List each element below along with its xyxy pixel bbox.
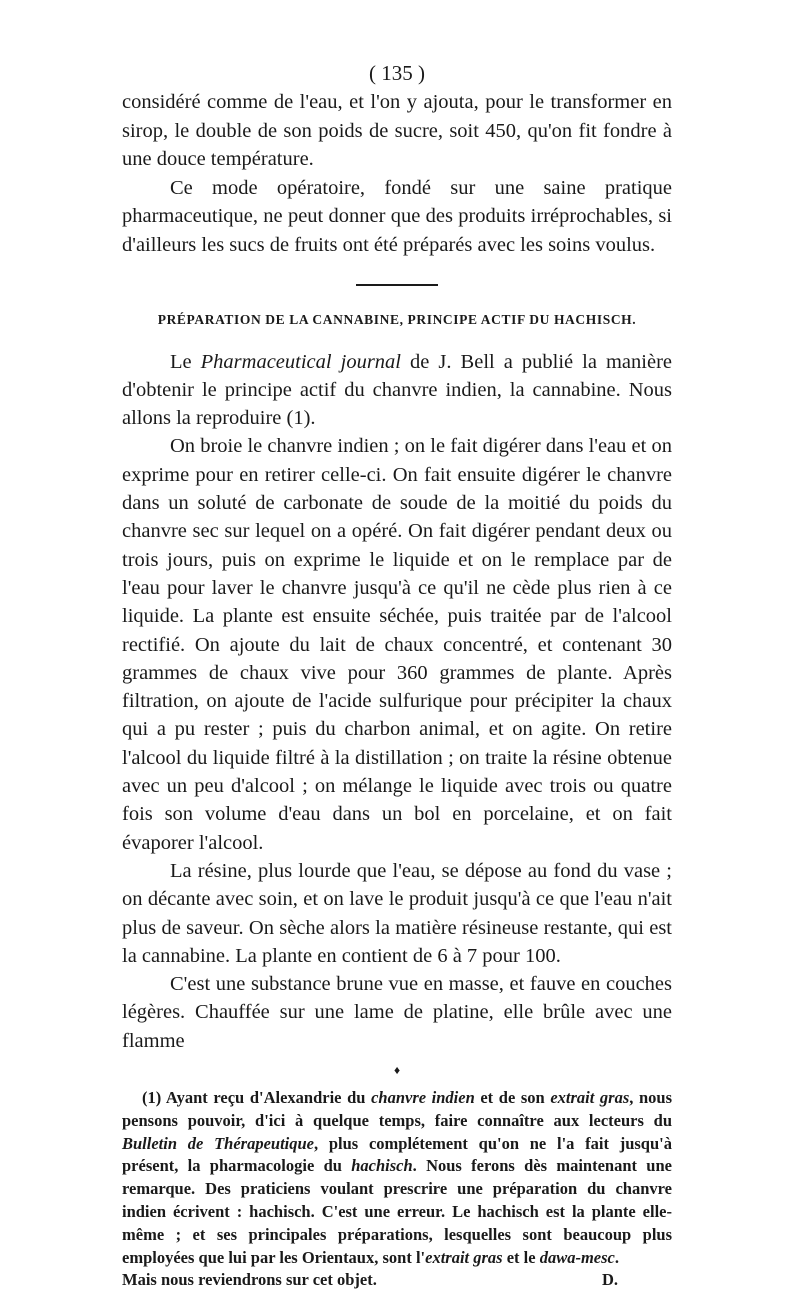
footnote-segment: (1) Ayant reçu d'Alexandrie du	[142, 1087, 372, 1107]
footnote-italic: hachisch	[351, 1156, 413, 1176]
section-paragraph-2: On broie le chanvre indien ; on le fait digérer dans l'eau et on exprime pour en retirer celle-ci. On fait ensuite digérer le chanvre dans un soluté de carbonate de soude de la moitié du poids du chanvre sec sur lequel on a opéré. On fait digérer pendant deux ou trois jours, puis on exprime le liquide et on le remplace par de l'eau pour laver le chanvre jusqu'à ce qu'il ne cède plus rien à ce liquide. La plante est ensuite séchée, puis traitée par de l'alcool rectifié. On ajoute du lait de chaux concentré, et contenant 30 grammes de chaux vive pour 360 grammes de plante. Après filtration, on ajoute de l'acide sulfurique pour précipiter la chaux qui a pu rester ; puis du charbon animal, et on agite. On retire l'alcool du liquide filtré à la distillation ; on traite la résine obtenue avec un peu d'alcool ; on mélange le liquide avec trois ou quatre fois son volume d'eau dans un bol en porcelaine, et on fait évaporer l'alcool.	[122, 435, 672, 854]
document-page	[122, 0, 672, 1292]
footnote-separator-mark: ♦	[393, 1062, 401, 1077]
section-divider	[356, 284, 438, 286]
footnote-closing: Mais nous reviendrons sur cet objet.	[122, 1270, 377, 1290]
page-number: ( 135 )	[369, 61, 425, 85]
footnote-text	[122, 1088, 672, 1267]
section-title: PRÉPARATION DE LA CANNABINE, PRINCIPE ACTIF DU HACHISCH.	[157, 311, 637, 327]
footnote-segment: , nous pensons pouvoir, d'ici à quelque temps, faire connaître aux lecteurs du	[122, 1087, 672, 1130]
paragraph-text: Le	[170, 350, 201, 373]
footnote-italic: Bulletin de Thérapeutique	[122, 1133, 314, 1153]
footnote-segment: .	[614, 1247, 619, 1267]
footnote-signature-line	[122, 1269, 672, 1292]
footnote-segment: , plus complétement qu'on ne l'a fait jusqu'à présent, la pharmacologie du	[122, 1133, 672, 1176]
footnote-italic: dawa-mesc	[539, 1247, 615, 1267]
section-paragraph-4: C'est une substance brune vue en masse, et fauve en couches légères. Chauffée sur une lame de platine, elle brûle avec une flamme	[122, 973, 672, 1052]
footnote-italic: extrait gras	[550, 1087, 630, 1107]
footnote	[122, 1087, 672, 1292]
footnote-segment: et de son	[474, 1087, 551, 1107]
intro-paragraph-1: considéré comme de l'eau, et l'on y ajouta, pour le transformer en sirop, le double de son poids de sucre, soit 450, qu'on fit fondre à une douce température.	[122, 91, 672, 171]
section-body	[122, 348, 672, 1055]
footnote-signature: D.	[601, 1270, 618, 1290]
journal-title: Pharmaceutical journal	[200, 350, 401, 373]
footnote-segment: . Nous ferons dès maintenant une remarque. Des praticiens voulant prescrire une préparation du chanvre indien écrivent : hachisch. C'est une erreur. Le hachisch est la plante elle-même ; et ses principales préparations, lesquelles sont beaucoup plus employées que lui par les Orientaux, sont l'	[122, 1156, 672, 1267]
intro-text	[122, 88, 672, 260]
footnote-italic: chanvre indien	[371, 1087, 475, 1107]
section-paragraph-3: La résine, plus lourde que l'eau, se dépose au fond du vase ; on décante avec soin, et on lave le produit jusqu'à ce que l'eau n'ait plus de saveur. On sèche alors la matière résineuse restante, qui est la cannabine. La plante en contient de 6 à 7 pour 100.	[122, 859, 672, 967]
paragraph-text: de J. Bell a publié la manière d'obtenir le principe actif du chanvre indien, la cannabine. Nous allons la reproduire (1).	[122, 350, 672, 430]
footnote-segment: et le	[502, 1247, 540, 1267]
footnote-italic: extrait gras	[425, 1247, 503, 1267]
section-paragraph-1	[122, 348, 672, 433]
intro-paragraph-2: Ce mode opératoire, fondé sur une saine pratique pharmaceutique, ne peut donner que des produits irréprochables, si d'ailleurs les sucs de fruits ont été préparés avec les soins voulus.	[122, 176, 672, 256]
